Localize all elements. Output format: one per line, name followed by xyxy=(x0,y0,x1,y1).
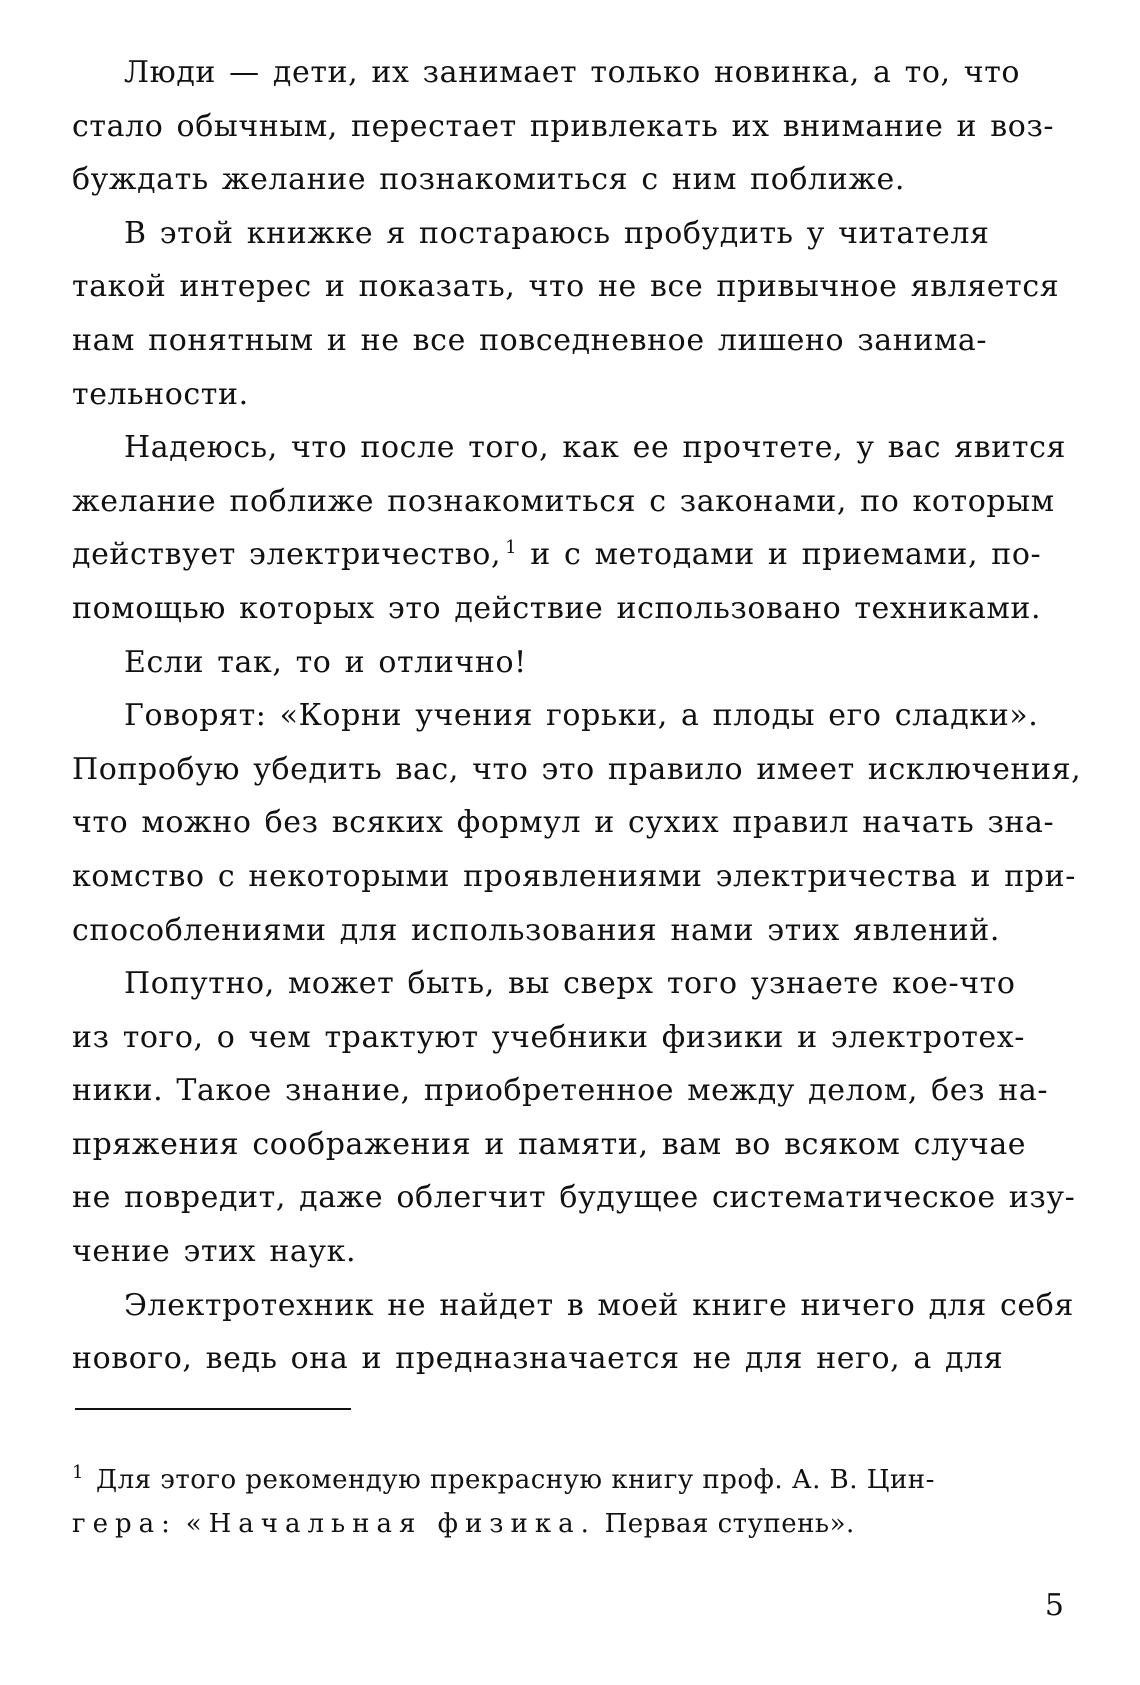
text-line-with-footnote xyxy=(72,528,1080,582)
text-line: комство с некоторыми проявлениями электричества и при- xyxy=(72,858,1076,894)
text-segment: действует электричество, xyxy=(72,537,502,573)
text-segment: и с методами и приемами, по- xyxy=(530,537,1042,573)
text-line: что можно без всяких формул и сухих правил начать зна- xyxy=(72,805,1055,841)
text-line: Люди — дети, их занимает только новинка, а то, что xyxy=(124,55,1021,90)
text-line: Если так, то и отлично! xyxy=(124,644,527,680)
text-line: ники. Такое знание, приобретенное между делом, без на- xyxy=(72,1073,1049,1109)
text-line: не повредит, даже облегчит будущее систематическое изу- xyxy=(72,1180,1076,1216)
paragraph-5 xyxy=(72,689,1080,957)
text-line: такой интерес и показать, что не все привычное является xyxy=(72,269,1060,305)
text-line: чение этих наук. xyxy=(72,1234,357,1270)
text-line: Электротехник не найдет в моей книге ничего для себя xyxy=(124,1287,1074,1323)
body-text xyxy=(72,46,1080,1386)
text-line: буждать желание познакомиться с ним поближе. xyxy=(72,162,906,198)
paragraph-2 xyxy=(72,207,1080,421)
text-line: Надеюсь, что после того, как ее прочтете, у вас явится xyxy=(124,430,1067,466)
footnote-number: 1 xyxy=(72,1462,84,1484)
footnote-text: Первая ступень». xyxy=(604,1509,855,1539)
text-line: Попробую убедить вас, что это правило имеет исключения, xyxy=(72,751,1082,787)
text-line: нам понятным и не все повседневное лишено занима- xyxy=(72,322,988,358)
text-line: стало обычным, перестает привлекать их внимание и воз- xyxy=(72,108,1055,144)
text-line: помощью которых это действие использовано техниками. xyxy=(72,590,1042,626)
footnote-text: Для этого рекомендую прекрасную книгу проф. А. В. Цин- xyxy=(95,1465,935,1495)
paragraph-7 xyxy=(72,1279,1080,1386)
footnote-line xyxy=(72,1458,1080,1502)
paragraph-3 xyxy=(72,421,1080,635)
footnote-line xyxy=(72,1502,1080,1546)
text-line: способлениями для использования нами этих явлений. xyxy=(72,912,1001,948)
text-line: В этой книжке я постараюсь пробудить у читателя xyxy=(124,215,990,251)
text-line: из того, о чем трактуют учебники физики и электротех- xyxy=(72,1019,1026,1055)
footnote-reference[interactable]: 1 xyxy=(505,537,518,559)
text-line: Попутно, может быть, вы сверх того узнаете кое-что xyxy=(124,966,1016,1002)
page-number: 5 xyxy=(1044,1588,1064,1623)
text-line: нового, ведь она и предназначается не для него, а для xyxy=(72,1341,1004,1377)
footnote xyxy=(72,1458,1080,1546)
text-line: Говорят: «Корни учения горьки, а плоды его сладки». xyxy=(124,698,1039,734)
paragraph-6 xyxy=(72,957,1080,1279)
text-line: желание поближе познакомиться с законами, по которым xyxy=(72,483,1055,519)
text-line: пряжения соображения и памяти, вам во всяком случае xyxy=(72,1126,1027,1162)
footnote-divider xyxy=(75,1408,351,1410)
text-line: тельности. xyxy=(72,376,249,412)
paragraph-4 xyxy=(72,636,1080,690)
footnote-author: гера: xyxy=(72,1509,177,1539)
footnote-book-title: «Начальная физика. xyxy=(185,1509,596,1539)
paragraph-1 xyxy=(72,46,1080,207)
